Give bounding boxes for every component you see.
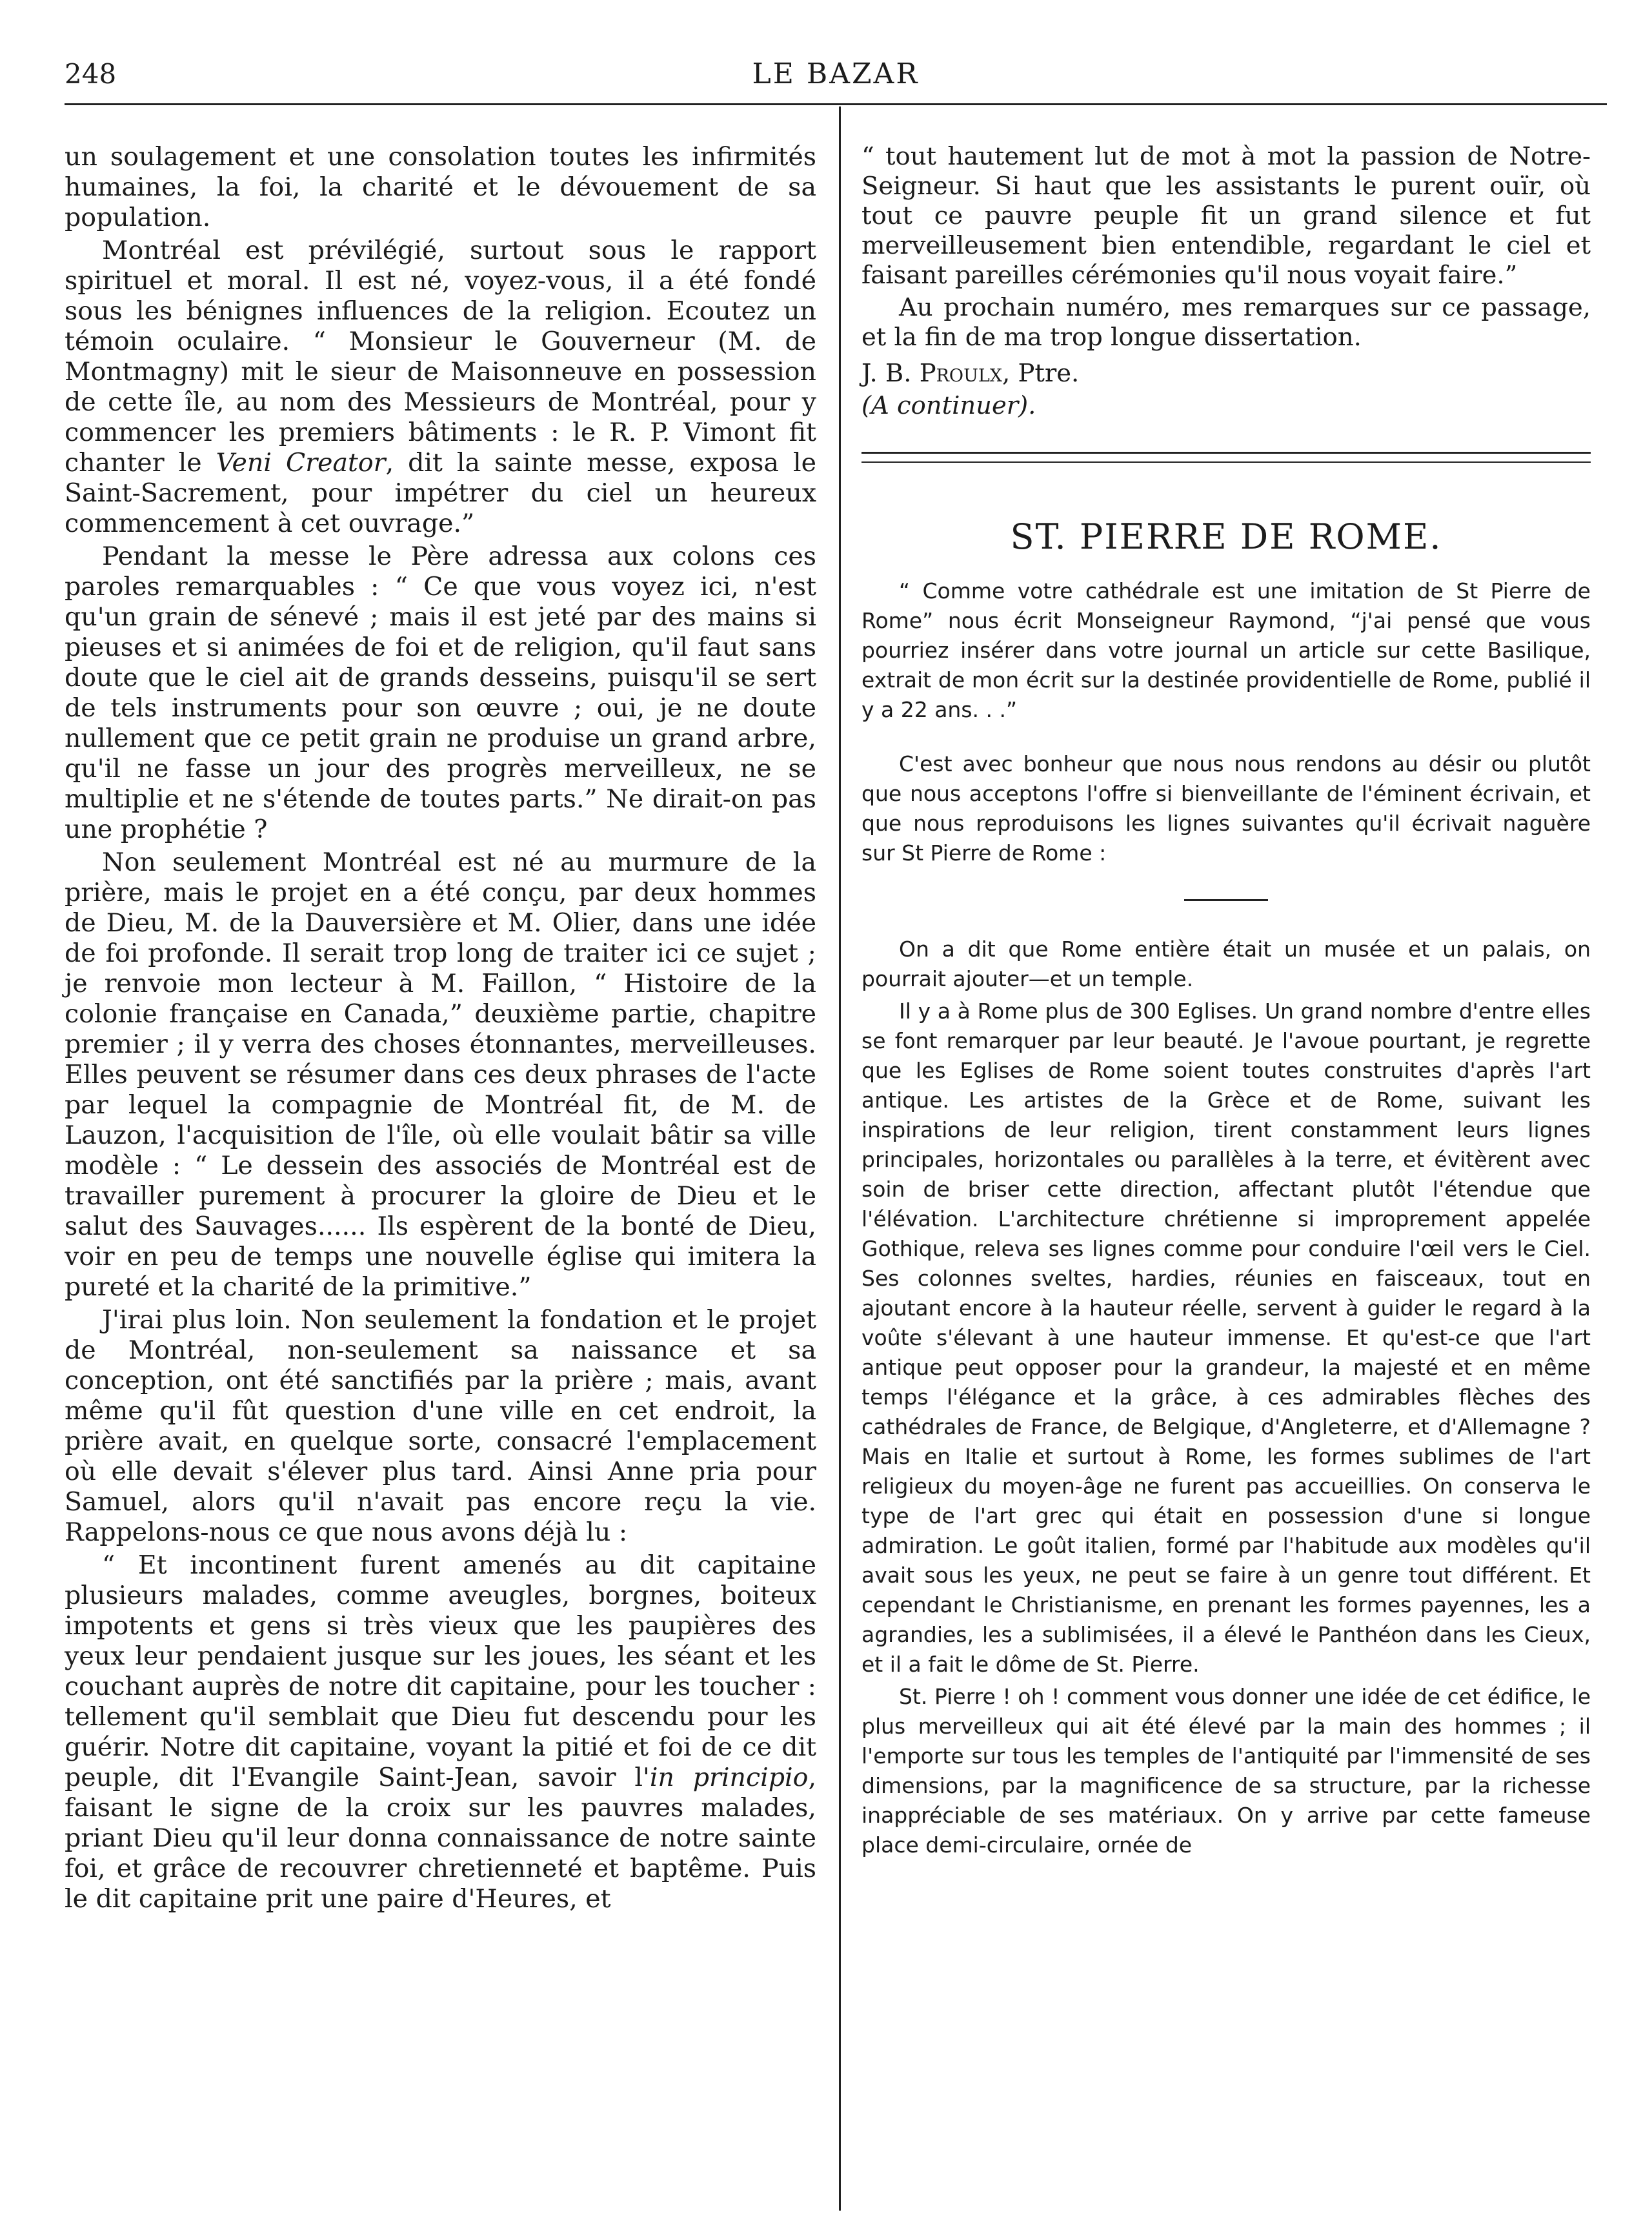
signature	[861, 359, 1591, 389]
body-paragraph: On a dit que Rome entière était un musée et un palais, on pourrait ajouter—et un temple.	[861, 937, 1591, 991]
latin-phrase: Veni Creator	[216, 448, 386, 478]
paragraph: Non seulement Montréal est né au murmure de la prière, mais le projet en a été conçu, par deux hommes de Dieu, M. de la Dauversière et M. Olier, dans une idée de foi profonde. Il serait trop long de traiter ici ce sujet ; je renvoie mon lecteur à M. Faillon, “ Histoire de la colonie française en Canada,” deuxième partie, chapitre premier ; il y verra des choses étonnantes, merveilleuses. Elles peuvent se résumer dans ces deux phrases de l'acte par lequel la compagnie de Montréal fit, de M. de Lauzon, l'acquisition de l'île, où elle voulait bâtir sa ville modèle : “ Le dessein des associés de Montréal est de travailler purement à procurer la gloire de Dieu et le salut des Sauvages...... Ils espèrent de la bonté de Dieu, voir en peu de temps une nouvelle église qui imitera la pureté et la charité de la primitive.”	[65, 847, 816, 1302]
section-divider	[861, 452, 1591, 463]
body-paragraph: Il y a à Rome plus de 300 Eglises. Un grand nombre d'entre elles se font remarquer par leur beauté. Je l'avoue pourtant, je regrette que les Eglises de Rome soient toutes construites d'après l'art antique. Les artistes de la Grèce et de Rome, suivant les inspirations de leur religion, tirent constamment leurs lignes principales, horizontales ou parallèles à la terre, et évitèrent avec soin de briser cette direction, affectant plutôt l'étendue que l'élévation. L'architecture chrétienne si improprement appelée Gothique, releva ses lignes comme pour conduire l'œil vers le Ciel. Ses colonnes sveltes, hardies, réunies en faisceaux, tout en ajoutant encore à la hauteur réelle, servent à guider le regard à la voûte s'élevant à une hauteur immense. Et qu'est-ce que l'art antique peut opposer pour la grandeur, la majesté et en même temps l'élégance et la grâce, à ces admirables flèches des cathédrales de France, de Belgique, d'Angleterre, et d'Allemagne ? Mais en Italie et surtout à Rome, les formes sublimes de l'art religieux du moyen-âge ne furent pas accueillies. On conserva le type de l'art grec qui était en possession d'une si longue admiration. Le goût italien, formé par l'habitude aux modèles qu'il avait sous les yeux, ne peut se faire à un genre tout différent. Et cependant le Christianisme, en prenant les formes payennes, les a agrandies, les a sublimisées, il a élevé le Panthéon dans les Cieux, et il a fait le dôme de St. Pierre.	[861, 998, 1591, 1677]
quotation	[65, 1550, 816, 1914]
right-column	[861, 142, 1591, 1863]
quotation-continuation: “ tout hautement lut de mot à mot la passion de Notre-Seigneur. Si haut que les assistants le purent ouïr, où tout ce pauvre peuple fit un grand silence et fut merveilleusement bien entendible, regardant le ciel et faisant pareilles cérémonies qu'il nous voyait faire.”	[861, 142, 1591, 290]
signature-title: , Ptre.	[1002, 359, 1080, 388]
paragraph: Pendant la messe le Père adressa aux colons ces paroles remarquables : “ Ce que vous voyez ici, n'est qu'un grain de sénevé ; mais il est jeté par des mains si pieuses et si animées de foi et de religion, qu'il faut sans doute que le ciel ait de grands desseins, puisqu'il se sert de tels instruments pour son œuvre ; oui, je ne doute nullement que ce petit grain ne produise un grand arbre, qu'il ne fasse un jour des progrès merveilleux, ne se multiplie et ne s'étende de toutes parts.” Ne dirait-on pas une prophétie ?	[65, 542, 816, 844]
running-title: LE BAZAR	[752, 57, 920, 90]
signature-initials: J. B.	[861, 359, 920, 388]
body-paragraph: St. Pierre ! oh ! comment vous donner une idée de cet édifice, le plus merveilleux qui ait été élevé par la main des hommes ; il l'emporte sur tous les temples de l'antiquité par l'immensité de ses dimensions, par la magnificence de sa structure, par la richesse inappréciable de ses matériaux. On y arrive par cette fameuse place demi-circulaire, ornée de	[861, 1684, 1591, 1858]
paragraph: J'irai plus loin. Non seulement la fondation et le projet de Montréal, non-seulement sa naissance et sa conception, ont été sanctifiés par la prière ; mais, avant même qu'il fût question d'une ville en cet endroit, la prière avait, en quelque sorte, consacré l'emplacement où elle devait s'élever plus tard. Ainsi Anne pria pour Samuel, alors qu'il n'avait pas encore reçu la vie. Rappelons-nous ce que nous avons déjà lu :	[65, 1305, 816, 1547]
paragraph: un soulagement et une consolation toutes les infirmités humaines, la foi, la charité et le dévouement de sa population.	[65, 142, 816, 232]
page-header	[65, 52, 1607, 97]
editor-note: C'est avec bonheur que nous nous rendons au désir ou plutôt que nous acceptons l'offre si bienveillante de l'éminent écrivain, et que nous reproduisons les lignes suivantes qu'il écrivait naguère sur St Pierre de Rome :	[861, 751, 1591, 866]
latin-phrase: in principio	[649, 1763, 809, 1792]
intro-paragraph: “ Comme votre cathédrale est une imitation de St Pierre de Rome” nous écrit Monseigneur Raymond, “j'ai pensé que vous pourriez insérer dans votre journal un article sur cette Basilique, extrait de mon écrit sur la destinée providentielle de Rome, publié il y a 22 ans. . .”	[861, 578, 1591, 722]
closing-paragraph: Au prochain numéro, mes remarques sur ce passage, et la fin de ma trop longue dissertation.	[861, 293, 1591, 352]
to-be-continued: (A continuer).	[861, 391, 1036, 420]
quotation-text: “ Et incontinent furent amenés au dit capitaine plusieurs malades, comme aveugles, borgnes, boiteux impotents et gens si très vieux que les paupières des yeux leur pendaient jusque sur les joues, les séant et les couchant auprès de notre dit capitaine, pour les toucher : tellement qu'il semblait que Dieu fut descendu pour les guérir. Notre dit capitaine, voyant la pitié et foi de ce dit peuple, dit l'Evangile Saint-Jean, savoir l'	[65, 1550, 816, 1792]
paragraph-text: , dit la sainte messe, exposa le Saint-Sacrement, pour impétrer du ciel un heureux commencement à cet ouvrage.”	[65, 448, 816, 538]
paragraph	[65, 236, 816, 539]
article-title: ST. PIERRE DE ROME.	[1010, 516, 1442, 557]
paragraph-text: Montréal est prévilégié, surtout sous le rapport spirituel et moral. Il est né, voyez-vous, il a été fondé sous les bénignes influences de la religion. Ecoutez un témoin oculaire. “ Monsieur le Gouverneur (M. de Montmagny) mit le sieur de Maisonneuve en possession de cette île, au nom des Messieurs de Montréal, pour y commencer les premiers bâtiments : le R. P. Vimont fit chanter le	[65, 236, 816, 478]
signature-name: Proulx	[919, 359, 1002, 388]
left-column	[65, 142, 816, 1917]
header-rule	[65, 103, 1607, 105]
spacer	[861, 727, 1591, 749]
page-number: 248	[65, 58, 117, 90]
article-intro	[861, 576, 1591, 1860]
short-divider	[1184, 899, 1268, 901]
quotation-text: , faisant le signe de la croix sur les pauvres malades, priant Dieu qu'il leur donna connaissance de notre sainte foi, et grâce de recouvrer chretienneté et baptême. Puis le dit capitaine prit une paire d'Heures, et	[65, 1763, 817, 1914]
column-divider	[839, 106, 841, 2211]
